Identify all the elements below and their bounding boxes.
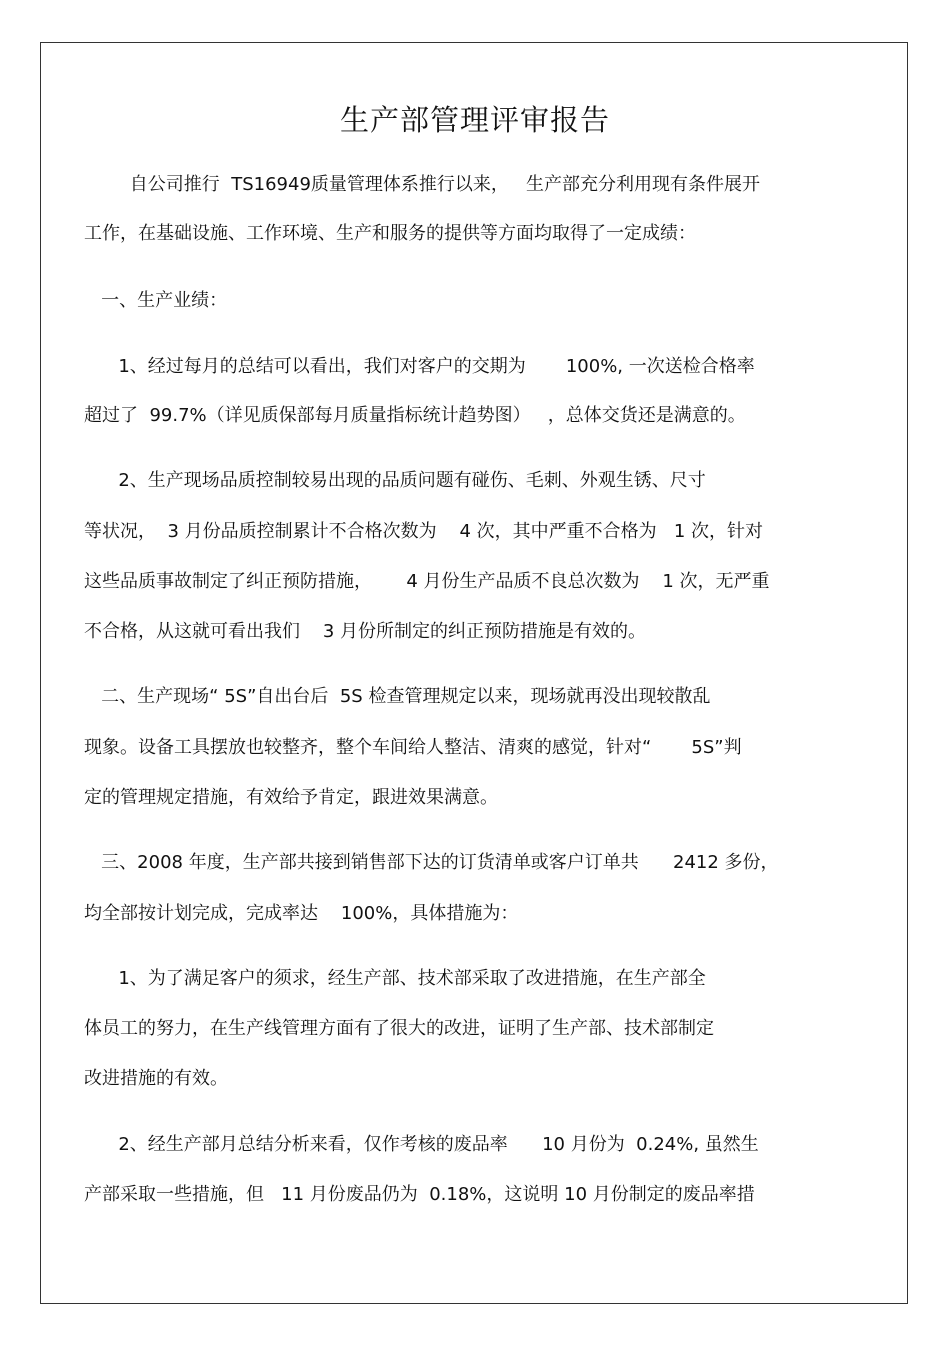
paragraph-line: 1、为了满足客户的须求，经生产部、技术部采取了改进措施，在生产部全	[84, 968, 706, 989]
paragraph-line: 定的管理规定措施，有效给予肯定，跟进效果满意。	[84, 787, 498, 808]
paragraph-line: 2、生产现场品质控制较易出现的品质问题有碰伤、毛刺、外观生锈、尺寸	[84, 470, 706, 491]
document-title: 生产部管理评审报告	[339, 103, 610, 137]
section-heading: 三、2008 年度，生产部共接到销售部下达的订货清单或客户订单共 2412 多份，	[84, 852, 779, 873]
paragraph-line: 产部采取一些措施，但 11 月份废品仍为 0.18%，这说明 10 月份制定的废品率措	[84, 1184, 755, 1205]
section-heading: 一、生产业绩：	[84, 290, 228, 311]
paragraph-line: 自公司推行 TS16949质量管理体系推行以来， 生产部充分利用现有条件展开	[84, 174, 761, 195]
section-heading: 二、生产现场“ 5S”自出台后 5S 检查管理规定以来，现场就再没出现较散乱	[84, 686, 711, 707]
paragraph-line: 现象。设备工具摆放也较整齐，整个车间给人整洁、清爽的感觉，针对“ 5S”判	[84, 737, 742, 758]
paragraph-line: 改进措施的有效。	[84, 1068, 228, 1089]
paragraph-line: 这些品质事故制定了纠正预防措施， 4 月份生产品质不良总次数为 1 次，无严重	[84, 571, 770, 592]
paragraph-line: 1、经过每月的总结可以看出，我们对客户的交期为 100%, 一次送检合格率	[84, 356, 755, 377]
paragraph-line: 均全部按计划完成，完成率达 100%，具体措施为：	[84, 903, 519, 924]
paragraph-line: 不合格，从这就可看出我们 3 月份所制定的纠正预防措施是有效的。	[84, 621, 647, 642]
paragraph-line: 等状况， 3 月份品质控制累计不合格次数为 4 次，其中严重不合格为 1 次，针对	[84, 521, 764, 542]
paragraph-line: 2、经生产部月总结分析来看，仅作考核的废品率 10 月份为 0.24%, 虽然生	[84, 1134, 759, 1155]
paragraph-line: 超过了 99.7%（详见质保部每月质量指标统计趋势图） ，总体交货还是满意的。	[84, 405, 746, 426]
paragraph-line: 体员工的努力，在生产线管理方面有了很大的改进，证明了生产部、技术部制定	[84, 1018, 714, 1039]
paragraph-line: 工作，在基础设施、工作环境、生产和服务的提供等方面均取得了一定成绩：	[84, 223, 696, 244]
